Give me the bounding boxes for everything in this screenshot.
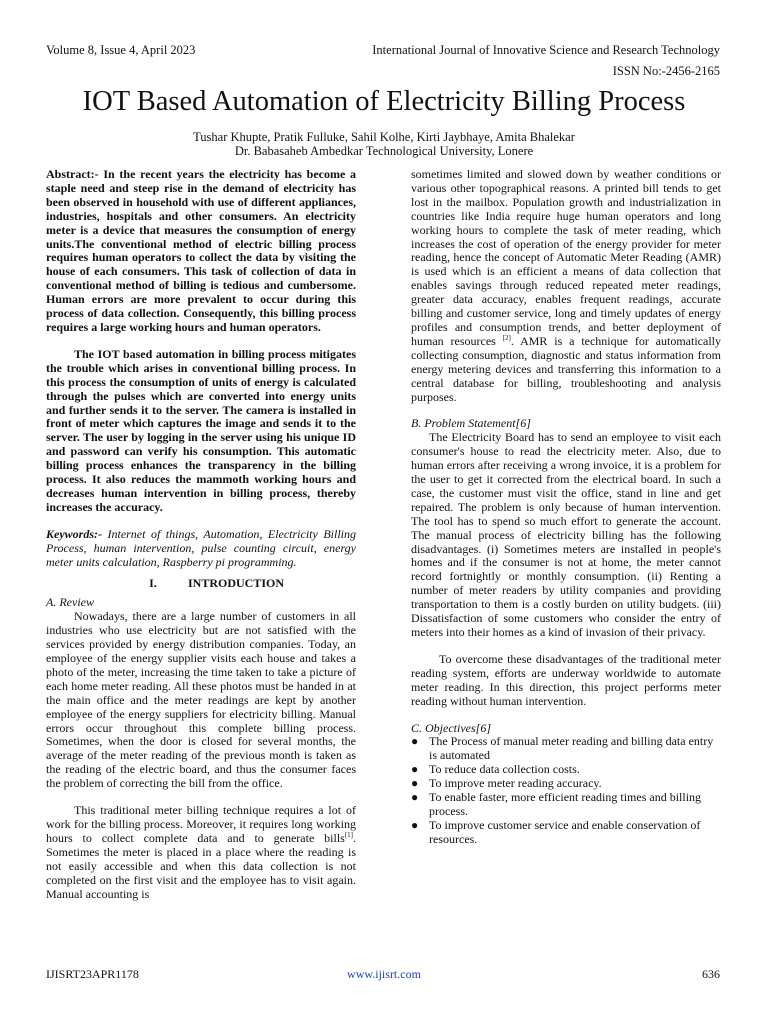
- problem-paragraph-2: To overcome these disadvantages of the traditional meter reading system, efforts are underway worldwide to automate meter reading. In this direction, this project performs meter reading without human intervention.: [411, 651, 721, 708]
- objectives-list: [411, 735, 721, 846]
- review-paragraph-2-text-b: . Sometimes the meter is placed in a place where the reading is not easily accessible and when this data collection is not completed on the first visit and the employee has to visit again. Manual accounting is: [46, 830, 356, 901]
- bullet-icon: ●: [411, 762, 419, 777]
- list-item: [411, 791, 721, 819]
- review-paragraph-3: [411, 168, 721, 404]
- left-column: [46, 168, 356, 901]
- affiliation: Dr. Babasaheb Ambedkar Technological University, Lonere: [234, 144, 534, 158]
- list-item: [411, 735, 721, 763]
- keywords: [46, 528, 356, 570]
- list-item: [411, 763, 721, 777]
- list-item: [411, 819, 721, 847]
- issn: ISSN No:-2456-2165: [612, 64, 720, 78]
- subheading-objectives: C. Objectives[6]: [411, 720, 491, 735]
- review-paragraph-2-text-a: This traditional meter billing technique requires a lot of work for the billing process. Moreover, it requires long working hours to collect complete data and to generate bills: [46, 803, 356, 845]
- objective-text: To improve customer service and enable conservation of resources.: [429, 817, 701, 846]
- bullet-icon: ●: [411, 817, 419, 832]
- objective-text: To reduce data collection costs.: [429, 762, 580, 777]
- subheading-review: A. Review: [46, 595, 94, 610]
- section-heading-introduction: [46, 577, 356, 591]
- page-number: 636: [702, 967, 720, 981]
- paper-title: IOT Based Automation of Electricity Billing Process: [82, 86, 686, 117]
- citation-1: [1]: [344, 830, 353, 839]
- journal-website-link[interactable]: www.ijisrt.com: [347, 967, 421, 981]
- objective-text: To improve meter reading accuracy.: [429, 776, 602, 791]
- bullet-icon: ●: [411, 734, 419, 749]
- author-block: [0, 130, 768, 158]
- section-title: INTRODUCTION: [187, 576, 284, 591]
- review-paragraph-3-text-a: sometimes limited and slowed down by weather conditions or various other topographical reasons. A printed bill tends to get lost in the mailbox. Population growth and industrialization in countries like India require huge human operators and long working hours to complete the task of meter reading, which increases the cost of operation of the energy provider for meter reading, hence the concept of Automatic Meter Reading (AMR) is used which is an efficient a means of data collection that enables savings through reduced repeated meter readings, greater data accuracy, enables frequent readings, accurate billing and customer service, long and timely updates of energy profiles and consumption trends, and better deployment of human resources: [411, 167, 721, 348]
- journal-name: International Journal of Innovative Science and Research Technology: [372, 43, 720, 57]
- problem-paragraph-1: The Electricity Board has to send an employee to visit each consumer's house to read the electricity meter. Also, due to human errors after receiving a wrong invoice, it is a problem for the user to get it corrected from the electrical board. In such a case, the customer must visit the office, stand in line and get repaired. The problem is only because of human intervention. The tool has to spend so much effort to generate the account. The manual process of electricity billing has the following disadvantages. (i) Sometimes meters are installed in people's homes and if the consumer is not at home, the meter cannot record fortnightly or monthly consumption. (ii) Renting a number of meter readers by utility companies and providing transportation to them is a costly burden on utility budgets. (iii) Dissatisfaction of some customers who consider the entry of meters into their homes as a kind of invasion of their privacy.: [411, 430, 721, 639]
- abstract-paragraph-2: The IOT based automation in billing process mitigates the trouble which arises in conventional billing process. In this process the consumption of units of energy is calculated through the pulses which are converted into energy units and further sends it to the server. The camera is installed in front of meter which captures the image and sends it to the server. The user by logging in the server using his unique ID and password can verify his consumption. This automatic billing process enhances the transparency in the billing process. It also reduces the mammoth working hours and decreases human intervention in billing process, thereby increases the accuracy.: [46, 346, 356, 514]
- citation-2: [2]: [502, 333, 511, 342]
- section-number: I.: [149, 576, 157, 591]
- authors: Tushar Khupte, Pratik Fulluke, Sahil Kolhe, Kirti Jaybhaye, Amita Bhalekar: [193, 130, 575, 144]
- paper-code: IJISRT23APR1178: [46, 967, 139, 981]
- objective-text: The Process of manual meter reading and billing data entry is automated: [429, 734, 714, 763]
- review-paragraph-3-text-b: . AMR is a technique for automatically collecting consumption, diagnostic and status information from energy metering devices and transferring this information to a central database for billing, troubleshooting and analysis purposes.: [411, 333, 721, 404]
- review-paragraph-1: Nowadays, there are a large number of customers in all industries who use electricity but are not satisfied with the services provided by energy distribution companies. Today, an employee of the energy supplier visits each house and takes a photo of the meter, increasing the time taken to take a picture of each home meter reading. All these photos must be handed in at the main office and the meter readings are kept by another employee of the energy suppliers for electricity billing. Manual errors occur throughout this complete billing process. Sometimes, when the door is closed for several months, the average of the meter reading of the previous month is taken as the reading of the electric board, and thus the consumer faces the problem of correcting the bill from the office.: [46, 609, 356, 791]
- abstract-paragraph-1: Abstract:- In the recent years the electricity has become a staple need and steep rise in the demand of electricity has been observed in household with use of different appliances, industries, hospitals and other consumers. An electricity meter is a device that measures the consumption of energy units.The conventional method of electric billing process requires human operators to collect the data by visiting the house of each consumers. This task of collection of data in conventional method of billing is tedious and cumbersome. Human errors are more prevalent to occur during this process of data collection. Consequently, this billing process requires a large working hours and human operators.: [46, 167, 356, 334]
- right-column: [411, 168, 721, 847]
- list-item: [411, 777, 721, 791]
- objective-text: To enable faster, more efficient reading times and billing process.: [429, 790, 702, 818]
- volume-info: Volume 8, Issue 4, April 2023: [46, 43, 196, 57]
- review-paragraph-2: [46, 804, 356, 901]
- bullet-icon: ●: [411, 790, 419, 805]
- keywords-text: Internet of things, Automation, Electricity Billing Process, human intervention, pulse counting circuit, energy meter units calculation, Raspberry pi programming.: [46, 526, 356, 569]
- subheading-problem-statement: B. Problem Statement[6]: [411, 416, 531, 431]
- bullet-icon: ●: [411, 776, 419, 791]
- keywords-label: Keywords:-: [46, 526, 102, 541]
